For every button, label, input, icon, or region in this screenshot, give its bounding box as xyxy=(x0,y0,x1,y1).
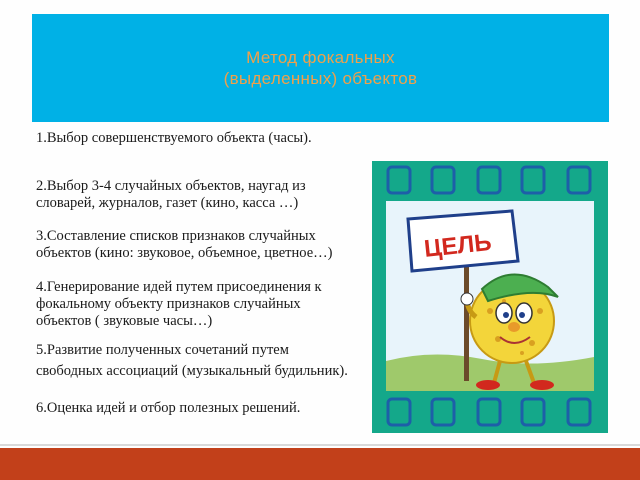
step-4: 4.Генерирование идей путем присоединения к фокальному объекту признаков случайных объектов ( звуковые часы…) xyxy=(36,279,322,329)
step-3: 3.Составление списков признаков случайных объектов (кино: звуковое, объемное, цветное…) xyxy=(36,228,333,261)
title-banner xyxy=(32,14,609,122)
footer-band xyxy=(0,448,640,480)
title-line-1: Метод фокальных xyxy=(246,48,395,67)
step-5: 5.Развитие полученных сочетаний путем свободных ассоциаций (музыкальный будильник). xyxy=(36,342,348,379)
goal-illustration xyxy=(372,161,608,433)
goal-cartoon-image xyxy=(372,161,608,433)
step-2: 2.Выбор 3-4 случайных объектов, наугад из словарей, журналов, газет (кино, касса …) xyxy=(36,178,306,211)
sign-text: ЦЕЛЬ xyxy=(422,228,493,263)
title-line-2: (выделенных) объектов xyxy=(223,69,418,88)
footer-divider xyxy=(0,444,640,446)
step-6: 6.Оценка идей и отбор полезных решений. xyxy=(36,400,301,416)
step-1: 1.Выбор совершенствуемого объекта (часы). xyxy=(36,130,312,146)
